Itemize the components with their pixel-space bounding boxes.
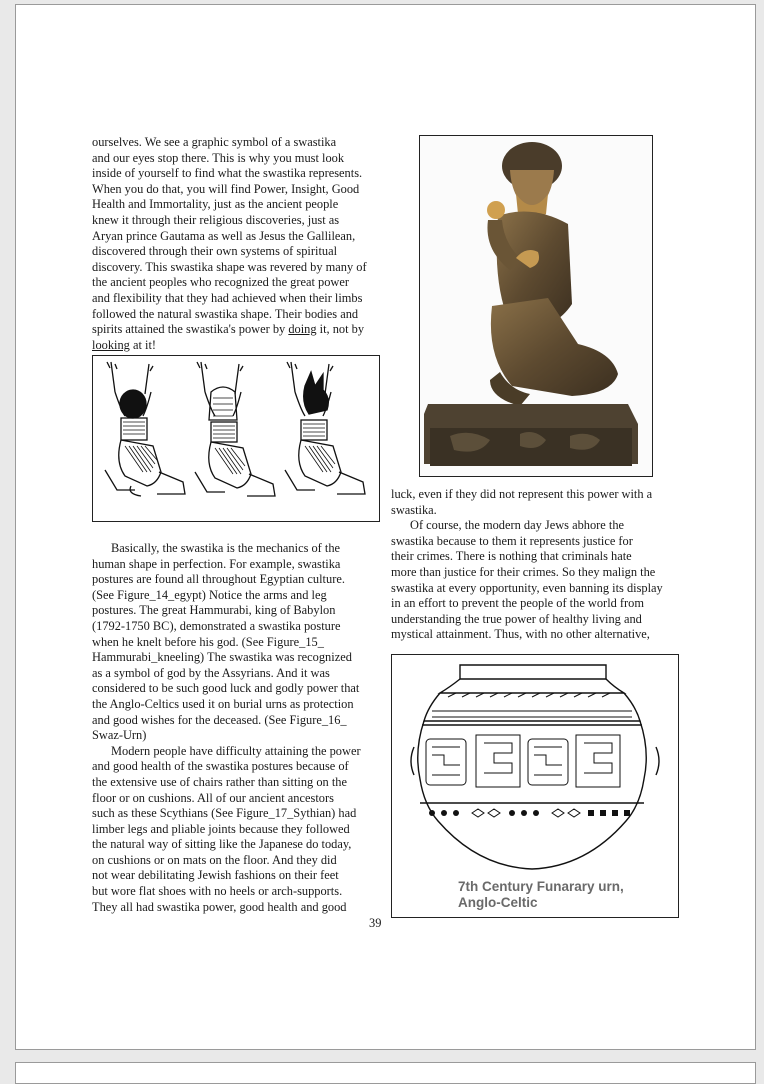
left-column-body-text [92,541,382,915]
text-line: and flexibility that they had achieved when their limbs [92,290,363,305]
text-span: at it! [129,337,157,352]
text-line: and good health of the swastika postures because of [92,759,349,774]
text-line: when he knelt before his god. (See Figure_15_ [92,634,324,649]
text-line: on cushions or on mats on the floor. And they did [92,852,337,867]
text-line: more than justice for their crimes. So they malign the [391,564,656,579]
text-line: knew it through their religious discoveries, just as [92,212,340,227]
egyptian-kneeling-figures-icon [93,356,379,521]
text-line: Modern people have difficulty attaining the power [111,743,361,758]
text-line: Of course, the modern day Jews abhore the [410,518,625,533]
text-line: swastika because to them it represents justice for [391,533,633,548]
text-line: in an effort to prevent the people of the world from [391,596,645,611]
text-line: as a symbol of god by the Assyrians. And it was [92,665,330,680]
text-line: Basically, the swastika is the mechanics of the [111,541,341,555]
text-line: Health and Immortality, just as the ancient people [92,197,339,212]
text-line: human shape in perfection. For example, swastika [92,556,341,571]
text-span: spirits attained the swastika's power by [92,322,289,337]
underlined-doing: doing [288,322,317,337]
text-line: postures are found all throughout Egyptian culture. [92,572,345,587]
funerary-urn-icon [392,655,678,875]
text-line [92,338,392,354]
text-line: luck, even if they did not represent this power with a [391,487,653,501]
text-line: the natural way of sitting like the Japanese do today, [92,837,352,852]
text-line: limber legs and pliable joints because they followed [92,821,350,836]
text-line: swastika. [391,502,437,517]
text-line: such as these Scythians (See Figure_17_Sythian) had [92,806,357,821]
caption-line: 7th Century Funarary urn, [458,879,624,894]
text-line: inside of yourself to find what the swastika represents. [92,166,363,181]
funerary-urn-image [391,654,679,918]
text-line: the Anglo-Celtics used it on burial urns as protection [92,696,354,711]
text-line: (1792-1750 BC), demonstrated a swastika posture [92,618,341,633]
text-line: (See Figure_14_egypt) Notice the arms and leg [92,587,327,602]
right-column-text [391,487,691,643]
text-line [92,322,392,338]
next-page-edge [15,1062,756,1084]
text-line: They all had swastika power, good health and good [92,899,347,914]
egypt-figures-image [92,355,380,522]
text-line: and good wishes for the deceased. (See Figure_16_ [92,712,347,727]
text-line: discovery. This swastika shape was revered by many of [92,259,367,274]
hammurabi-statue-image [419,135,653,477]
text-line: the ancient peoples who recognized the great power [92,275,349,290]
page-number: 39 [369,916,382,930]
caption-line: Anglo-Celtic [458,895,538,910]
text-line: the extensive use of chairs rather than sitting on the [92,774,347,789]
left-column-top-text [92,135,392,353]
text-line: ourselves. We see a graphic symbol of a swastika [92,135,337,149]
underlined-looking: looking [92,337,130,352]
text-line: not wear debilitating Jewish fashions on their feet [92,868,339,883]
text-line: mystical attainment. Thus, with no other alternative, [391,627,650,642]
text-line: When you do that, you will find Power, Insight, Good [92,181,360,196]
text-line: postures. The great Hammurabi, king of Babylon [92,603,336,618]
urn-caption [458,879,658,911]
text-line: considered to be such good luck and godly power that [92,681,360,696]
text-line: Aryan prince Gautama as well as Jesus the Gallilean, [92,228,356,243]
document-page [15,4,756,1050]
text-line: swastika at every opportunity, even banning its display [391,580,663,595]
text-line: their crimes. There is nothing that criminals hate [391,549,632,564]
text-line: Hammurabi_kneeling) The swastika was recognized [92,650,352,665]
text-span: it, not by [316,322,365,337]
kneeling-statue-icon [420,136,652,476]
text-line: discovered through their own systems of spiritual [92,244,338,259]
text-line: and our eyes stop there. This is why you must look [92,150,345,165]
text-line: understanding the true power of healthy living and [391,611,642,626]
text-line: followed the natural swastika shape. Their bodies and [92,306,359,321]
text-line: Swaz-Urn) [92,728,147,743]
text-line: floor or on cushions. All of our ancient ancestors [92,790,334,805]
text-line: but wore flat shoes with no heels or arch-supports. [92,884,343,899]
